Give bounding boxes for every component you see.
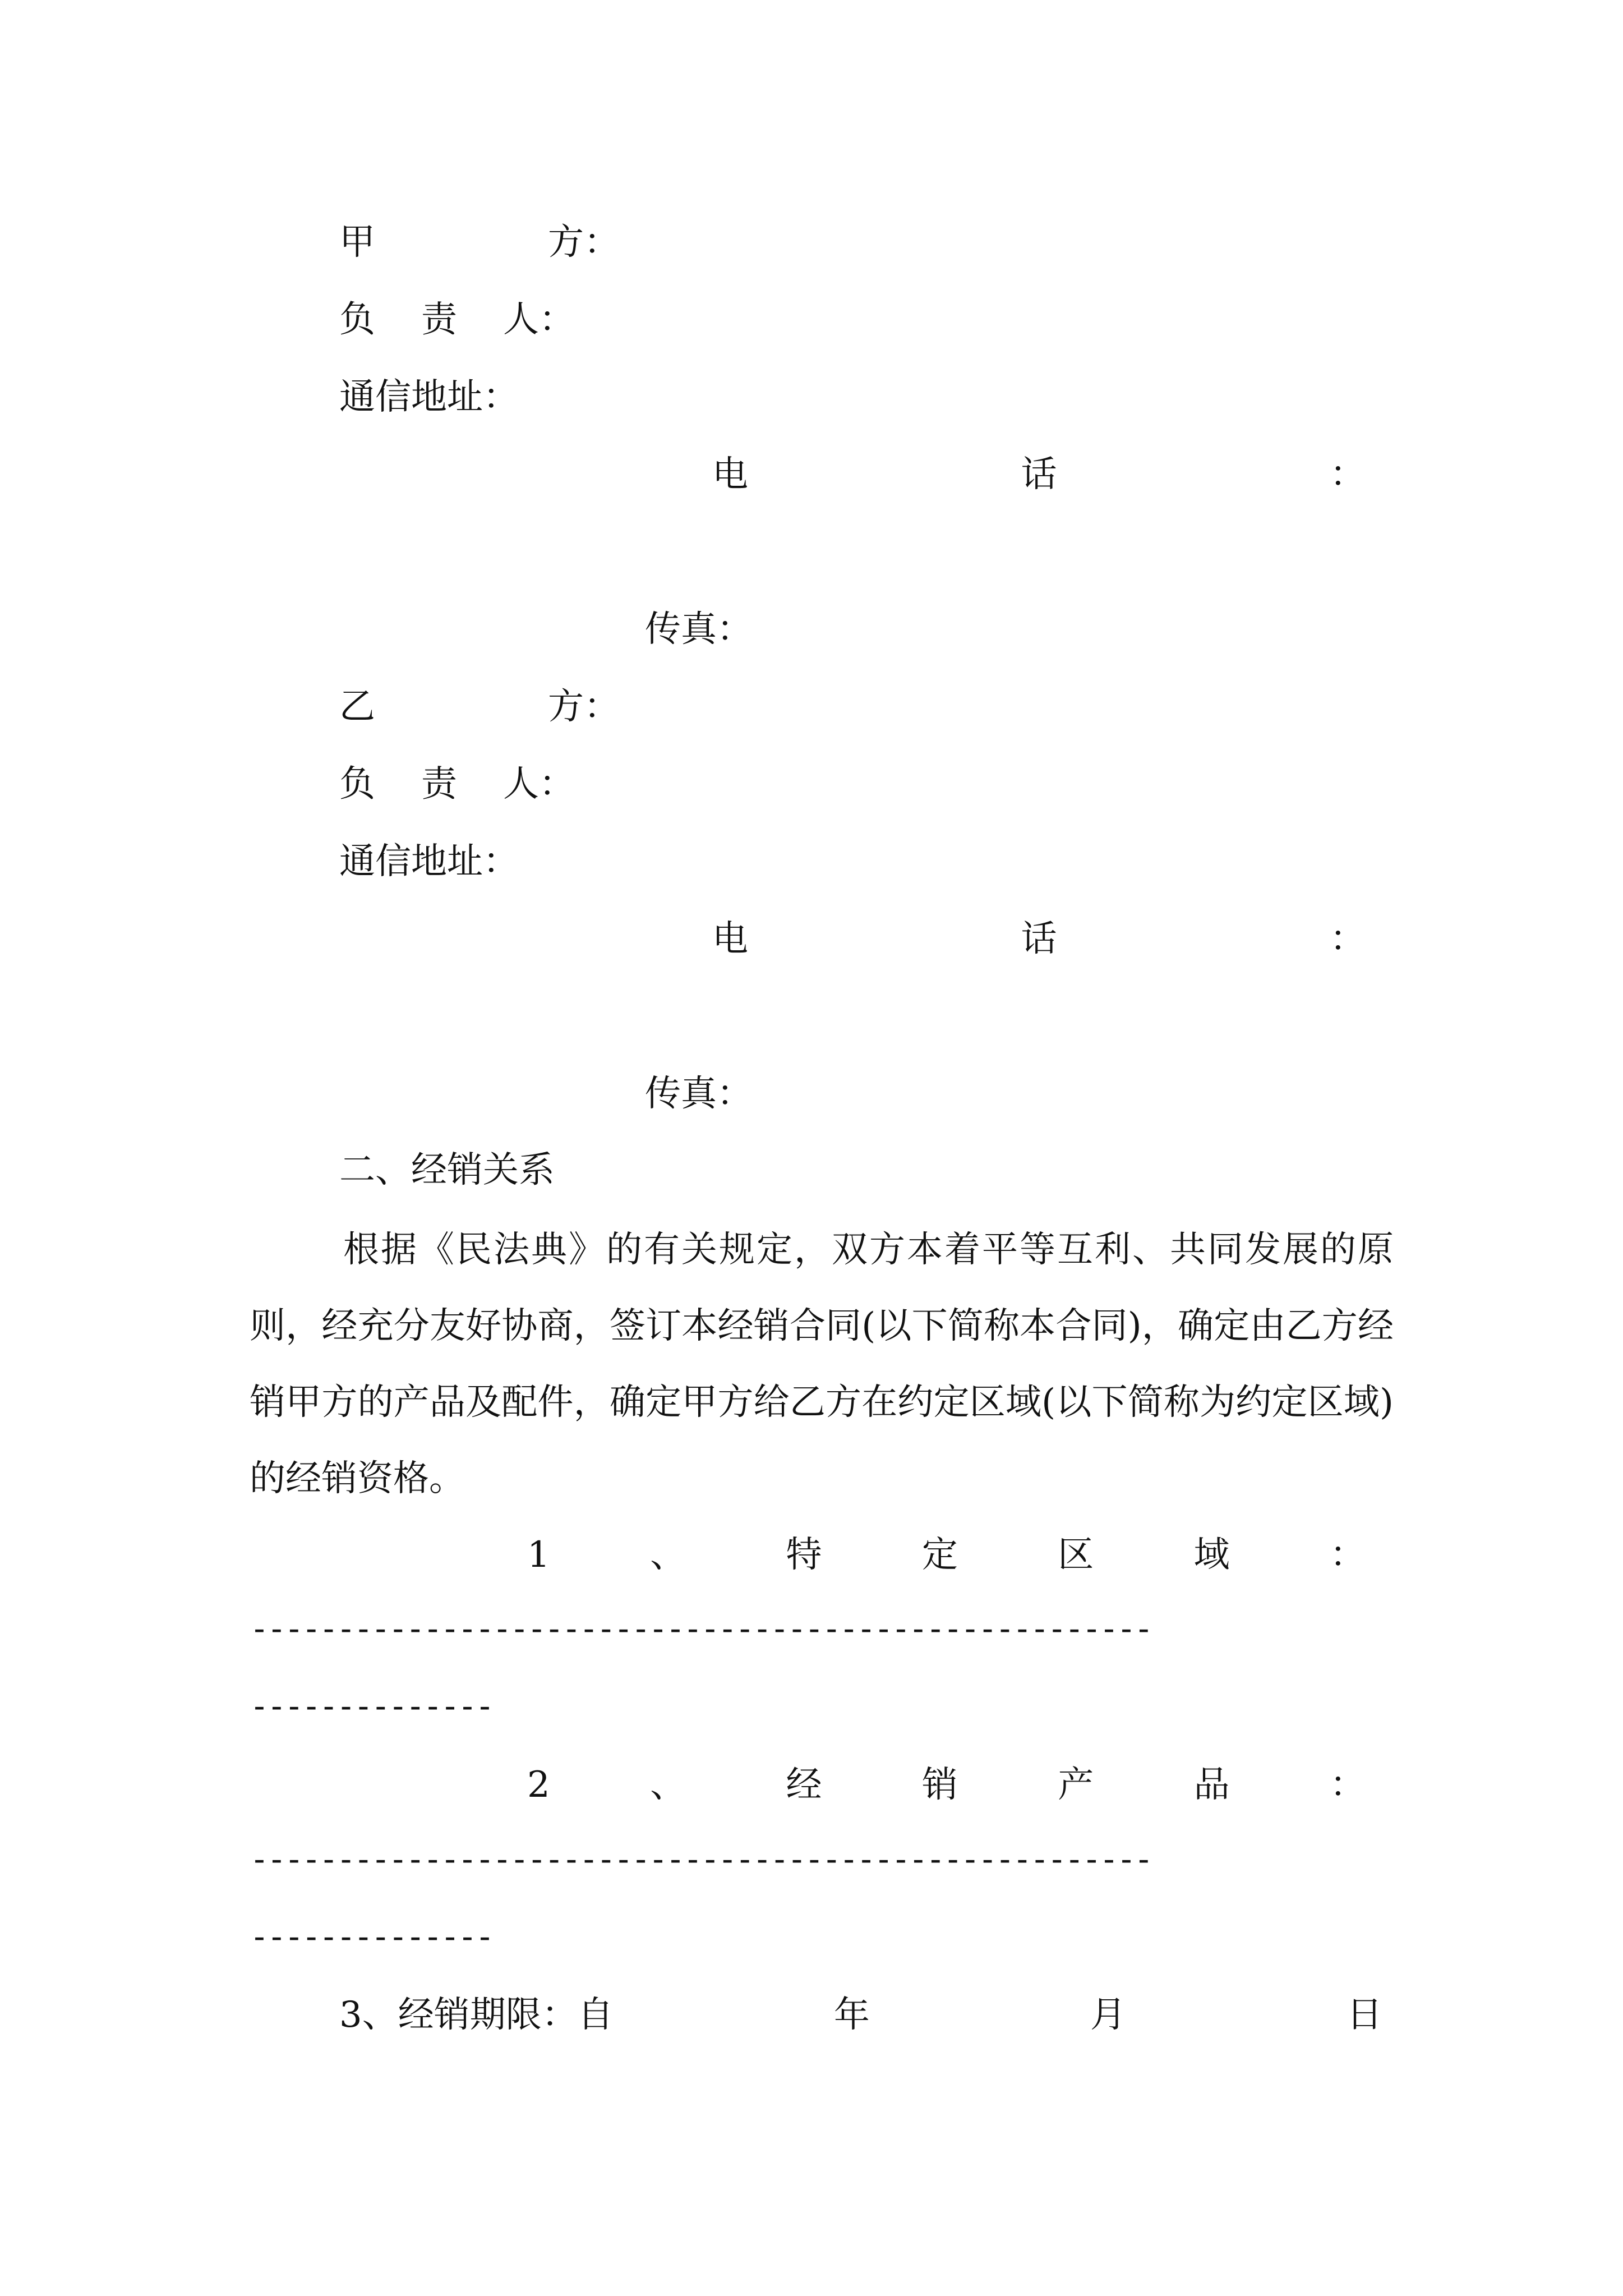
- label-char: 负: [339, 299, 375, 341]
- label-char: 1: [527, 1534, 550, 1576]
- label-char: 人：: [503, 299, 575, 341]
- label-char: 、: [650, 1764, 686, 1806]
- party-b-phone-label: [712, 918, 1366, 960]
- label-char: 电: [712, 918, 748, 960]
- section-paragraph: [250, 1212, 1394, 1517]
- party-b-person-label: [339, 763, 575, 805]
- party-a-name-label: [339, 222, 620, 263]
- section-heading: 二、经销关系: [339, 1149, 555, 1191]
- party-b-name-label: [339, 686, 620, 728]
- label-char: 、: [650, 1534, 686, 1576]
- item-1-blank-line-2: --------------: [250, 1690, 492, 1722]
- label-char: 责: [421, 299, 457, 341]
- party-a-fax-label: 传真：: [645, 609, 753, 650]
- label-char: 品: [1193, 1764, 1230, 1806]
- label-char: 定: [921, 1534, 958, 1576]
- label-char: 负: [339, 763, 375, 805]
- item-1-blank-line-1: ----------------------------------------------------: [250, 1612, 1151, 1645]
- label-char: 月: [1090, 1994, 1126, 2036]
- label-char: 电: [712, 454, 748, 495]
- label-char: ：: [1330, 454, 1366, 495]
- item-2-blank-line-1: ----------------------------------------------------: [250, 1843, 1151, 1875]
- party-b-fax-label: 传真：: [645, 1073, 753, 1115]
- label-char: 责: [421, 763, 457, 805]
- label-char: ：: [1329, 1764, 1366, 1806]
- item-1-label: [527, 1534, 1366, 1576]
- label-char: 域: [1193, 1534, 1230, 1576]
- item-2-label: [527, 1764, 1366, 1806]
- label-char: 话: [1021, 918, 1057, 960]
- label-char: 区: [1058, 1534, 1094, 1576]
- item-3-label: [339, 1994, 1382, 2036]
- party-a-person-label: [339, 299, 575, 341]
- label-text: 3、经销期限：自: [339, 1994, 614, 2036]
- party-a-address-label: 通信地址：: [339, 376, 519, 418]
- label-char: ：: [1329, 1534, 1366, 1576]
- label-char: 话: [1021, 454, 1057, 495]
- label-char: 特: [786, 1534, 822, 1576]
- label-char: 日: [1347, 1994, 1382, 2036]
- label-char: 方：: [548, 686, 620, 728]
- label-char: 年: [833, 1994, 870, 2036]
- label-char: 甲: [339, 222, 375, 263]
- item-2-blank-line-2: --------------: [250, 1920, 492, 1953]
- label-char: 经: [786, 1764, 822, 1806]
- label-char: 人：: [503, 763, 575, 805]
- label-char: 方：: [548, 222, 620, 263]
- paragraph-text: 根据《民法典》的有关规定，双方本着平等互利、共同发展的原则，经充分友好协商，签订本经销合同(以下简称本合同)，确定由乙方经销甲方的产品及配件，确定甲方给乙方在约定区域(以下简称为约定区域)的经销资格。: [250, 1229, 1394, 1499]
- party-a-phone-label: [712, 454, 1366, 495]
- party-b-address-label: 通信地址：: [339, 841, 519, 882]
- label-char: 销: [921, 1764, 958, 1806]
- label-char: 产: [1058, 1764, 1094, 1806]
- label-char: 乙: [339, 686, 375, 728]
- label-char: 2: [527, 1764, 550, 1806]
- label-char: ：: [1330, 918, 1366, 960]
